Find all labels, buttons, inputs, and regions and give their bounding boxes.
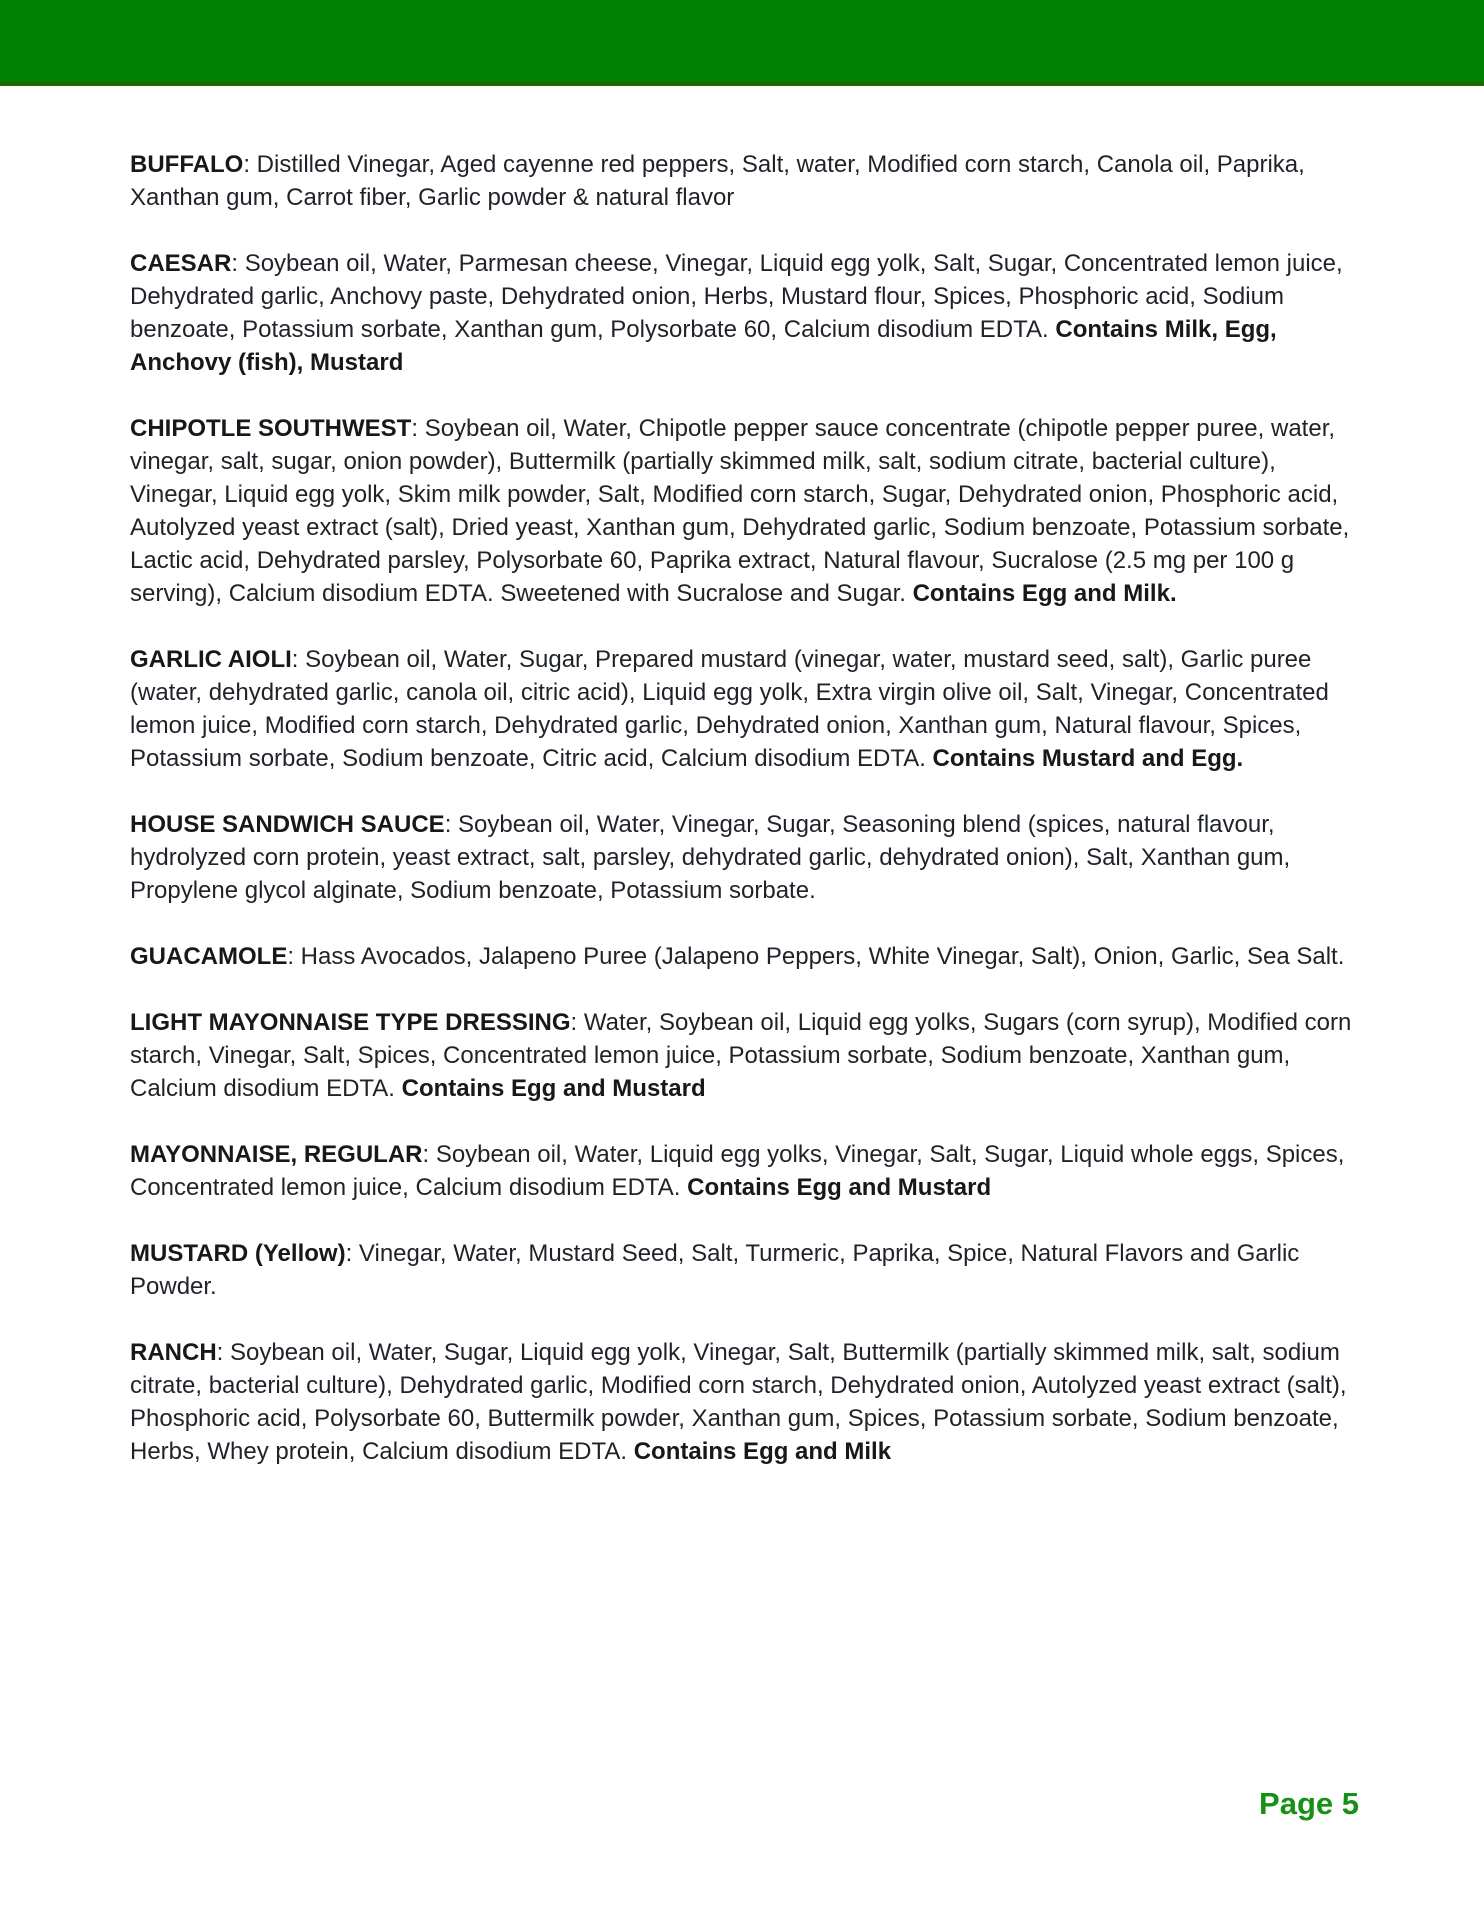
section-title: MUSTARD (Yellow) — [130, 1240, 346, 1267]
section-allergen-statement: Contains Egg and Milk. — [912, 580, 1177, 607]
section-house-sandwich-sauce — [130, 808, 1362, 907]
section-ingredients: Soybean oil, Water, Sugar, Liquid egg yolk, Vinegar, Salt, Buttermilk (partially skimmed milk, salt, sodium citrate, bacterial culture), Dehydrated garlic, Modified corn starch, Dehydrated onion, Autolyzed yeast extract (salt), Phosphoric acid, Polysorbate 60, Buttermilk powder, Xanthan gum, Spices, Potassium sorbate, Sodium benzoate, Herbs, Whey protein, Calcium disodium EDTA. — [130, 1339, 1347, 1465]
section-separator: : — [444, 811, 459, 838]
section-guacamole — [130, 940, 1362, 973]
section-title: HOUSE SANDWICH SAUCE — [130, 811, 445, 838]
section-ingredients: Hass Avocados, Jalapeno Puree (Jalapeno Peppers, White Vinegar, Salt), Onion, Garlic, Sea Salt. — [300, 943, 1345, 970]
section-allergen-statement: Contains Egg and Mustard — [401, 1075, 706, 1102]
section-title: RANCH — [130, 1339, 217, 1366]
section-ingredients: Soybean oil, Water, Sugar, Prepared mustard (vinegar, water, mustard seed, salt), Garlic puree (water, dehydrated garlic, canola oil, citric acid), Liquid egg yolk, Extra virgin olive oil, Salt, Vinegar, Concentrated lemon juice, Modified corn starch, Dehydrated garlic, Dehydrated onion, Xanthan gum, Natural flavour, Spices, Potassium sorbate, Sodium benzoate, Citric acid, Calcium disodium EDTA. — [130, 646, 1329, 772]
section-separator: : — [345, 1240, 359, 1267]
section-title: GARLIC AIOLI — [130, 646, 292, 673]
section-ingredients: Soybean oil, Water, Vinegar, Sugar, Seasoning blend (spices, natural flavour, hydrolyzed corn protein, yeast extract, salt, parsley, dehydrated garlic, dehydrated onion), Salt, Xanthan gum, Propylene glycol alginate, Sodium benzoate, Potassium sorbate. — [130, 811, 1291, 904]
section-title: CHIPOTLE SOUTHWEST — [130, 415, 412, 442]
section-ingredients: Vinegar, Water, Mustard Seed, Salt, Turmeric, Paprika, Spice, Natural Flavors and Garlic Powder. — [130, 1240, 1300, 1300]
section-caesar — [130, 247, 1362, 379]
page-number: Page 5 — [1259, 1786, 1359, 1821]
section-separator: : — [287, 943, 301, 970]
section-title: BUFFALO — [130, 151, 244, 178]
section-allergen-statement: Contains Egg and Milk — [633, 1438, 892, 1465]
section-ingredients: Soybean oil, Water, Chipotle pepper sauce concentrate (chipotle pepper puree, water, vinegar, salt, sugar, onion powder), Buttermilk (partially skimmed milk, salt, sodium citrate, bacterial culture), Vinegar, Liquid egg yolk, Skim milk powder, Salt, Modified corn starch, Sugar, Dehydrated onion, Phosphoric acid, Autolyzed yeast extract (salt), Dried yeast, Xanthan gum, Dehydrated garlic, Sodium benzoate, Potassium sorbate, Lactic acid, Dehydrated parsley, Polysorbate 60, Paprika extract, Natural flavour, Sucralose (2.5 mg per 100 g serving), Calcium disodium EDTA. Sweetened with Sucralose and Sugar. — [130, 415, 1350, 607]
section-mayonnaise-regular — [130, 1138, 1362, 1204]
section-ranch — [130, 1336, 1362, 1468]
section-ingredients: Soybean oil, Water, Liquid egg yolks, Vinegar, Salt, Sugar, Liquid whole eggs, Spices, Concentrated lemon juice, Calcium disodium EDTA. — [130, 1141, 1345, 1201]
section-mustard-yellow — [130, 1237, 1362, 1303]
section-ingredients: Water, Soybean oil, Liquid egg yolks, Sugars (corn syrup), Modified corn starch, Vinegar, Salt, Spices, Concentrated lemon juice, Potassium sorbate, Sodium benzoate, Xanthan gum, Calcium disodium EDTA. — [130, 1009, 1352, 1102]
section-separator: : — [291, 646, 306, 673]
section-title: LIGHT MAYONNAISE TYPE DRESSING — [130, 1009, 571, 1036]
section-title: MAYONNAISE, REGULAR — [130, 1141, 423, 1168]
section-light-mayonnaise — [130, 1006, 1362, 1105]
section-allergen-statement: Contains Mustard and Egg. — [932, 745, 1244, 772]
section-ingredients: Soybean oil, Water, Parmesan cheese, Vinegar, Liquid egg yolk, Salt, Sugar, Concentrated lemon juice, Dehydrated garlic, Anchovy paste, Dehydrated onion, Herbs, Mustard flour, Spices, Phosphoric acid, Sodium benzoate, Potassium sorbate, Xanthan gum, Polysorbate 60, Calcium disodium EDTA. — [130, 250, 1343, 343]
section-allergen-statement: Contains Egg and Mustard — [687, 1174, 992, 1201]
section-title: GUACAMOLE — [130, 943, 288, 970]
section-separator: : — [411, 415, 425, 442]
section-separator: : — [231, 250, 245, 277]
green-header-bar — [0, 0, 1484, 86]
section-garlic-aioli — [130, 643, 1362, 775]
section-separator: : — [216, 1339, 231, 1366]
section-allergen-statement: Contains Milk, Egg, Anchovy (fish), Mustard — [130, 316, 1277, 376]
section-ingredients: Distilled Vinegar, Aged cayenne red peppers, Salt, water, Modified corn starch, Canola oil, Paprika, Xanthan gum, Carrot fiber, Garlic powder & natural flavor — [130, 151, 1305, 211]
section-separator: : — [422, 1141, 436, 1168]
ingredient-list — [130, 148, 1362, 1501]
section-chipotle-southwest — [130, 412, 1362, 610]
section-buffalo — [130, 148, 1362, 214]
section-separator: : — [243, 151, 257, 178]
section-separator: : — [570, 1009, 584, 1036]
section-title: CAESAR — [130, 250, 232, 277]
